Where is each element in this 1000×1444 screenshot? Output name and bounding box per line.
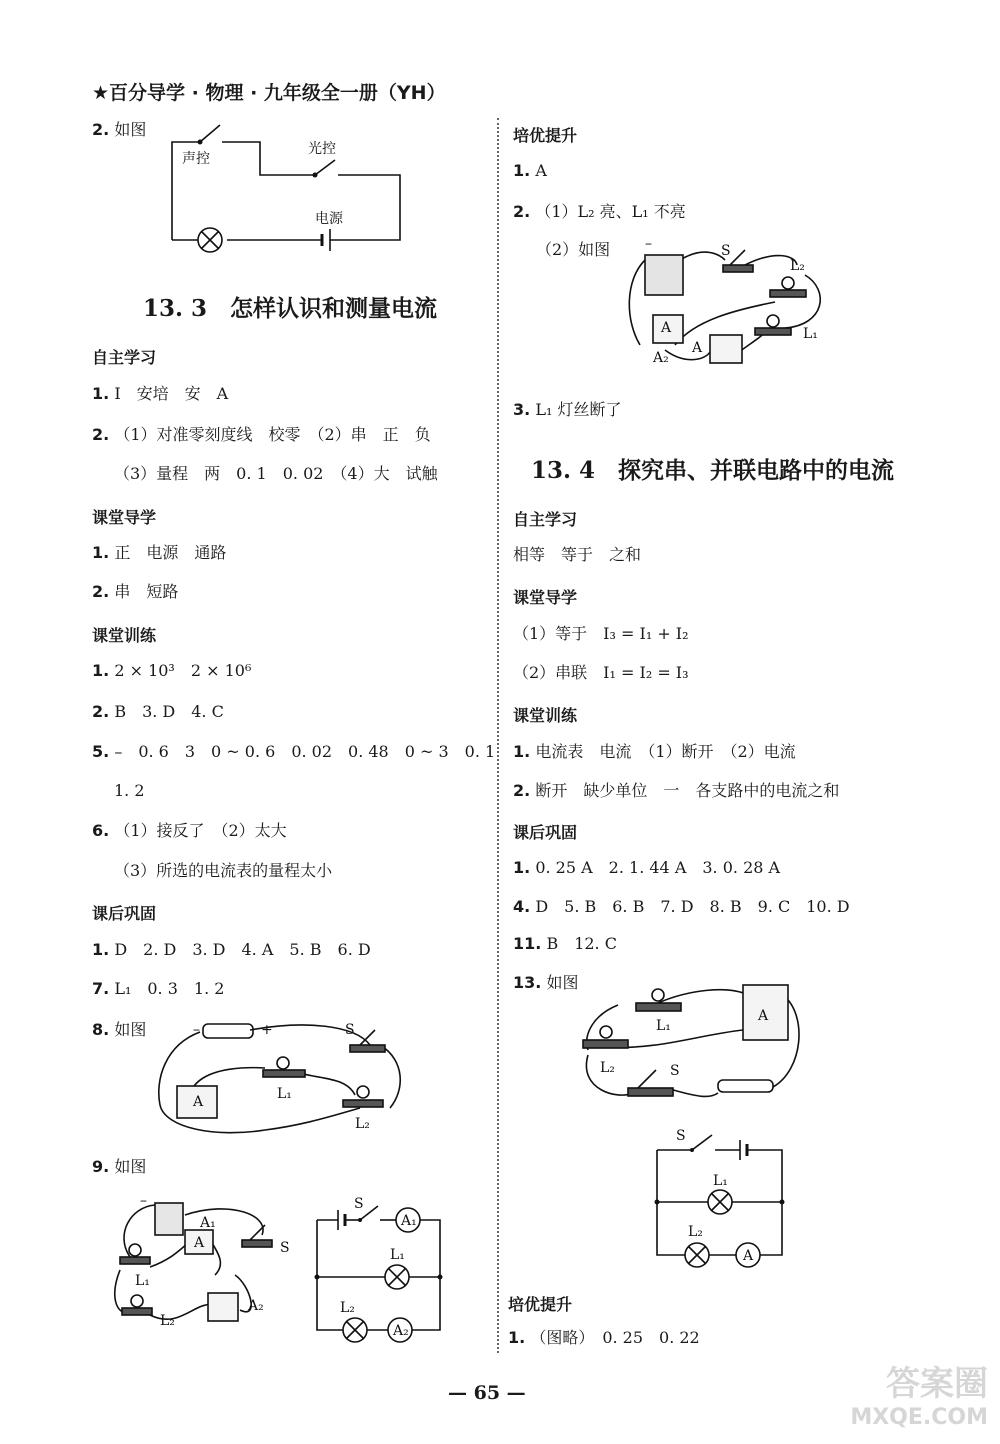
left-self-study-line-2 bbox=[92, 425, 431, 445]
right-after-class-heading: 课后巩固 bbox=[513, 823, 578, 842]
item-text: （2）如图 bbox=[536, 240, 611, 259]
item-num: 5. bbox=[92, 742, 110, 761]
left-training-line-5 bbox=[92, 821, 287, 841]
fig9-a2-label: A₂ bbox=[248, 1298, 264, 1314]
item-num: 1. bbox=[513, 858, 531, 877]
item-num: 1. bbox=[513, 161, 531, 180]
adv-physical-circuit bbox=[625, 236, 825, 380]
right-after-line-4 bbox=[513, 973, 578, 993]
item-num: 2. bbox=[92, 702, 110, 721]
page-number: — 65 — bbox=[448, 1382, 526, 1404]
item-text: D 5. B 6. B 7. D 8. B 9. C 10. D bbox=[535, 897, 850, 916]
item-text: B 3. D 4. C bbox=[114, 702, 224, 721]
item-text: 串 短路 bbox=[114, 582, 179, 601]
item-num: 2. bbox=[513, 781, 531, 800]
right-adv-line-4 bbox=[513, 400, 621, 420]
fig9s-a1-label: A₁ bbox=[401, 1213, 417, 1229]
item-num: 2. bbox=[92, 425, 110, 444]
item-text: B 12. C bbox=[546, 934, 617, 953]
fig8-switch-label: S bbox=[345, 1022, 355, 1038]
right-after-line-1 bbox=[513, 858, 780, 878]
item-text: 如图 bbox=[546, 973, 579, 992]
item-text: （1）L₂ 亮、L₁ 不亮 bbox=[535, 202, 686, 221]
item-num: 1. bbox=[92, 940, 110, 959]
fig13-l1-label: L₁ bbox=[656, 1018, 671, 1034]
left-training-line-3 bbox=[92, 742, 495, 762]
fig9-minus-label: – bbox=[140, 1193, 147, 1209]
label-power-source: 电源 bbox=[315, 211, 343, 227]
item-num: 1. bbox=[513, 742, 531, 761]
adv-a2-label: A₂ bbox=[653, 350, 669, 366]
fig9-schematic bbox=[310, 1196, 445, 1339]
fig9-l2-label: L₂ bbox=[160, 1313, 175, 1329]
sound-light-circuit-diagram bbox=[160, 115, 420, 255]
label-light-control: 光控 bbox=[308, 141, 336, 157]
right-adv-line-1 bbox=[513, 161, 547, 181]
item-text: A bbox=[535, 161, 547, 180]
item-text: （1）对准零刻度线 校零 （2）串 正 负 bbox=[114, 425, 431, 444]
right-guide-line-2: （2）串联 I₁ = I₂ = I₃ bbox=[513, 663, 689, 682]
fig13-physical-circuit bbox=[578, 975, 808, 1110]
fig9s-switch-label: S bbox=[354, 1196, 364, 1212]
right-adv-line-3 bbox=[536, 240, 610, 260]
left-after-line-1 bbox=[92, 940, 371, 960]
item-text: – 0. 6 3 0 ~ 0. 6 0. 02 0. 48 0 ~ 3 0. 1 bbox=[114, 742, 496, 761]
fig13s-l1-label: L₁ bbox=[713, 1173, 728, 1189]
left-class-guide-line-1 bbox=[92, 543, 226, 563]
watermark bbox=[850, 1356, 988, 1430]
fig13-schematic bbox=[650, 1130, 790, 1270]
fig13-l2-label: L₂ bbox=[600, 1060, 615, 1076]
right-after-line-3 bbox=[513, 934, 617, 954]
left-after-line-4 bbox=[92, 1157, 146, 1177]
right-class-training-heading: 课堂训练 bbox=[513, 706, 578, 725]
right-adv-bottom-line-1 bbox=[508, 1328, 700, 1348]
item-text: 如图 bbox=[114, 1020, 147, 1039]
left-self-study-heading: 自主学习 bbox=[92, 348, 157, 367]
fig8-plus-label: + bbox=[261, 1022, 273, 1038]
left-training-line-4 bbox=[114, 781, 145, 801]
item-num: 13. bbox=[513, 973, 542, 992]
item-text: L₁ 0. 3 1. 2 bbox=[114, 979, 225, 998]
right-training-line-1 bbox=[513, 742, 796, 762]
watermark-bottom: MXQE.COM bbox=[850, 1405, 988, 1430]
item-text: 断开 缺少单位 一 各支路中的电流之和 bbox=[535, 781, 840, 800]
right-guide-line-1: （1）等于 I₃ = I₁ + I₂ bbox=[513, 624, 689, 643]
adv-minus-label: – bbox=[645, 236, 652, 252]
fig13-ammeter-label: A bbox=[758, 1008, 769, 1024]
left-training-line-1 bbox=[92, 661, 251, 681]
fig8-physical-circuit bbox=[155, 1020, 415, 1140]
fig13s-switch-label: S bbox=[676, 1128, 686, 1144]
fig9s-l2-label: L₂ bbox=[340, 1300, 355, 1316]
item-num: 8. bbox=[92, 1020, 110, 1039]
left-q2-text: 如图 bbox=[114, 120, 147, 139]
left-section-title: 13. 3 怎样认识和测量电流 bbox=[143, 295, 438, 322]
fig9-switch-label: S bbox=[280, 1240, 290, 1256]
right-advanced-heading-bottom: 培优提升 bbox=[508, 1295, 573, 1314]
right-self-study-heading: 自主学习 bbox=[513, 510, 578, 529]
right-class-guide-heading: 课堂导学 bbox=[513, 588, 578, 607]
left-self-study-line-3 bbox=[114, 464, 438, 484]
right-advanced-heading-top: 培优提升 bbox=[513, 126, 578, 145]
left-after-line-3 bbox=[92, 1020, 146, 1040]
fig8-l2-label: L₂ bbox=[355, 1116, 370, 1132]
item-num: 1. bbox=[508, 1328, 526, 1347]
adv-a3-label: A bbox=[661, 320, 672, 336]
left-training-line-2 bbox=[92, 702, 224, 722]
item-text: （3）所选的电流表的量程太小 bbox=[114, 861, 333, 880]
item-text: 2 × 10³ 2 × 10⁶ bbox=[114, 661, 252, 680]
item-num: 1. bbox=[92, 543, 110, 562]
left-self-study-line-1 bbox=[92, 384, 228, 404]
watermark-top: 答案圈 bbox=[886, 1364, 988, 1404]
right-self-study-text: 相等 等于 之和 bbox=[513, 545, 642, 564]
label-sound-control: 声控 bbox=[182, 151, 210, 167]
item-num: 2. bbox=[513, 202, 531, 221]
item-text: （1）接反了 （2）太大 bbox=[114, 821, 287, 840]
fig9s-l1-label: L₁ bbox=[390, 1247, 405, 1263]
item-num: 4. bbox=[513, 897, 531, 916]
item-text: 正 电源 通路 bbox=[114, 543, 227, 562]
item-num: 1. bbox=[92, 384, 110, 403]
item-text: 0. 25 A 2. 1. 44 A 3. 0. 28 A bbox=[535, 858, 781, 877]
item-text: I 安培 安 A bbox=[114, 384, 229, 403]
page-header: ★百分导学 · 物理 · 九年级全一册（YH） bbox=[92, 82, 446, 104]
item-text: 电流表 电流 （1）断开 （2）电流 bbox=[535, 742, 796, 761]
fig9-physical-circuit bbox=[110, 1195, 300, 1335]
right-after-line-2 bbox=[513, 897, 850, 917]
adv-l2-label: L₂ bbox=[790, 258, 805, 274]
adv-a1-label: A bbox=[692, 340, 703, 356]
item-num: 2. bbox=[92, 582, 110, 601]
item-num: 3. bbox=[513, 400, 531, 419]
item-text: （3）量程 两 0. 1 0. 02 （4）大 试触 bbox=[114, 464, 438, 483]
left-training-line-6 bbox=[114, 861, 332, 881]
fig13s-ammeter-label: A bbox=[743, 1248, 754, 1264]
right-section-title: 13. 4 探究串、并联电路中的电流 bbox=[531, 457, 895, 484]
column-divider bbox=[497, 118, 499, 1353]
item-num: 6. bbox=[92, 821, 110, 840]
fig8-l1-label: L₁ bbox=[277, 1086, 292, 1102]
item-text: 如图 bbox=[114, 1157, 147, 1176]
item-num: 11. bbox=[513, 934, 542, 953]
left-q2-line bbox=[92, 120, 146, 140]
adv-l1-label: L₁ bbox=[803, 326, 818, 342]
fig9-a1-label: A₁ bbox=[200, 1215, 216, 1231]
item-num: 9. bbox=[92, 1157, 110, 1176]
adv-switch-label: S bbox=[721, 243, 731, 259]
item-num: 1. bbox=[92, 661, 110, 680]
fig13-switch-label: S bbox=[670, 1063, 680, 1079]
left-class-guide-line-2 bbox=[92, 582, 178, 602]
left-q2-num: 2. bbox=[92, 120, 110, 139]
fig13s-l2-label: L₂ bbox=[688, 1224, 703, 1240]
item-text: D 2. D 3. D 4. A 5. B 6. D bbox=[114, 940, 371, 959]
left-class-guide-heading: 课堂导学 bbox=[92, 508, 157, 527]
item-text: 1. 2 bbox=[114, 781, 145, 800]
fig8-minus-label: – bbox=[193, 1022, 200, 1038]
fig9-ammeter-label: A bbox=[194, 1235, 205, 1251]
item-text: （图略） 0. 25 0. 22 bbox=[530, 1328, 700, 1347]
left-class-training-heading: 课堂训练 bbox=[92, 626, 157, 645]
right-adv-line-2 bbox=[513, 202, 686, 222]
left-after-class-heading: 课后巩固 bbox=[92, 904, 157, 923]
fig9-l1-label: L₁ bbox=[135, 1273, 150, 1289]
fig9s-a2-label: A₂ bbox=[393, 1323, 409, 1339]
left-after-line-2 bbox=[92, 979, 224, 999]
item-num: 7. bbox=[92, 979, 110, 998]
item-text: L₁ 灯丝断了 bbox=[535, 400, 622, 419]
right-training-line-2 bbox=[513, 781, 839, 801]
fig8-ammeter-label: A bbox=[193, 1094, 204, 1110]
